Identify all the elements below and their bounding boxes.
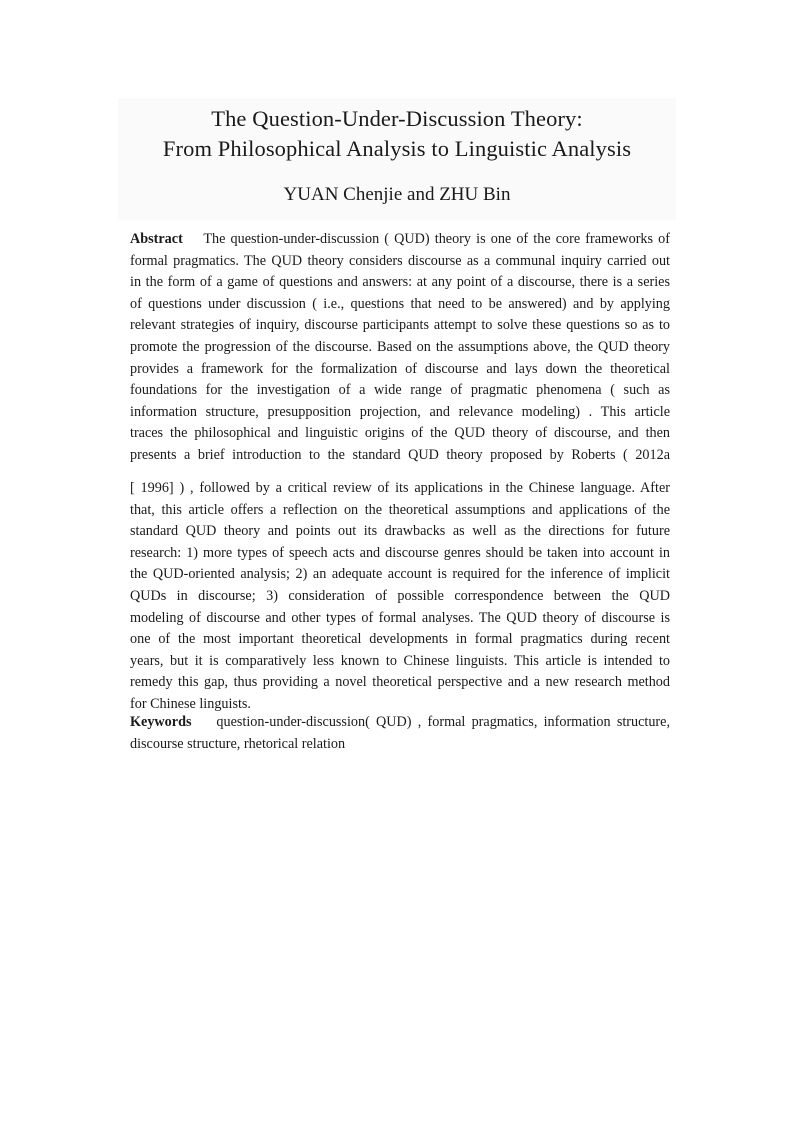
keywords-line: [130, 712, 670, 734]
keywords-label: Keywords: [130, 714, 192, 730]
abstract-line: QUDs in discourse; 3) consideration of possible correspondence between the QUD: [130, 587, 670, 604]
abstract-text: The question-under-discussion ( QUD) theory is one of the core frameworks of: [203, 231, 670, 247]
abstract-line: traces the philosophical and linguistic origins of the QUD theory of discourse, and then: [130, 425, 670, 442]
abstract-line: information structure, presupposition projection, and relevance modeling) . This article: [130, 403, 670, 420]
abstract-line: the QUD-oriented analysis; 2) an adequate account is required for the inference of implicit: [130, 566, 670, 583]
abstract-line: one of the most important theoretical developments in formal pragmatics during recent: [130, 631, 670, 648]
abstract-line: [130, 229, 670, 251]
abstract-line: for Chinese linguists.: [130, 695, 251, 712]
abstract-line: research: 1) more types of speech acts and discourse genres should be taken into account in: [130, 544, 670, 561]
abstract-line: that, this article offers a reflection on the theoretical assumptions and applications of the: [130, 501, 670, 518]
abstract-line: [ 1996] ) , followed by a critical review of its applications in the Chinese language. After: [130, 480, 670, 496]
title-line: From Philosophical Analysis to Linguistic Analysis: [162, 136, 632, 161]
abstract-line: in the form of a game of questions and answers: at any point of a discourse, there is a series: [130, 274, 670, 291]
abstract-line: of questions under discussion ( i.e., questions that need to be answered) and by applying: [130, 295, 670, 312]
paper-title: [0, 104, 794, 164]
abstract-label: Abstract: [130, 231, 183, 247]
abstract-line: formal pragmatics. The QUD theory considers discourse as a communal inquiry carried out: [130, 252, 670, 269]
abstract-line: standard QUD theory and points out its drawbacks as well as the directions for future: [130, 523, 670, 540]
abstract-line: provides a framework for the formalization of discourse and lays down the theoretical: [130, 360, 670, 377]
keywords-line: discourse structure, rhetorical relation: [130, 735, 346, 752]
abstract-continuation: [130, 478, 670, 716]
abstract-line: promote the progression of the discourse. Based on the assumptions above, the QUD theory: [130, 338, 670, 355]
title-line: The Question-Under-Discussion Theory:: [211, 106, 583, 131]
abstract-line: relevant strategies of inquiry, discourse participants attempt to solve these questions so as to: [130, 317, 670, 334]
paper-authors: YUAN Chenjie and ZHU Bin: [283, 184, 511, 205]
abstract-line: modeling of discourse and other types of formal analyses. The QUD theory of discourse is: [130, 609, 670, 626]
keywords-text: question-under-discussion( QUD) , formal pragmatics, information structure,: [216, 714, 670, 730]
abstract-paragraph: [130, 229, 670, 467]
abstract-line: foundations for the investigation of a wide range of pragmatic phenomena ( such as: [130, 382, 670, 399]
abstract-line: remedy this gap, thus providing a novel theoretical perspective and a new research method: [130, 674, 670, 691]
keywords-section: [130, 712, 670, 755]
abstract-line: presents a brief introduction to the standard QUD theory proposed by Roberts ( 2012a: [130, 446, 670, 463]
abstract-line: years, but it is comparatively less known to Chinese linguists. This article is intended to: [130, 652, 670, 669]
